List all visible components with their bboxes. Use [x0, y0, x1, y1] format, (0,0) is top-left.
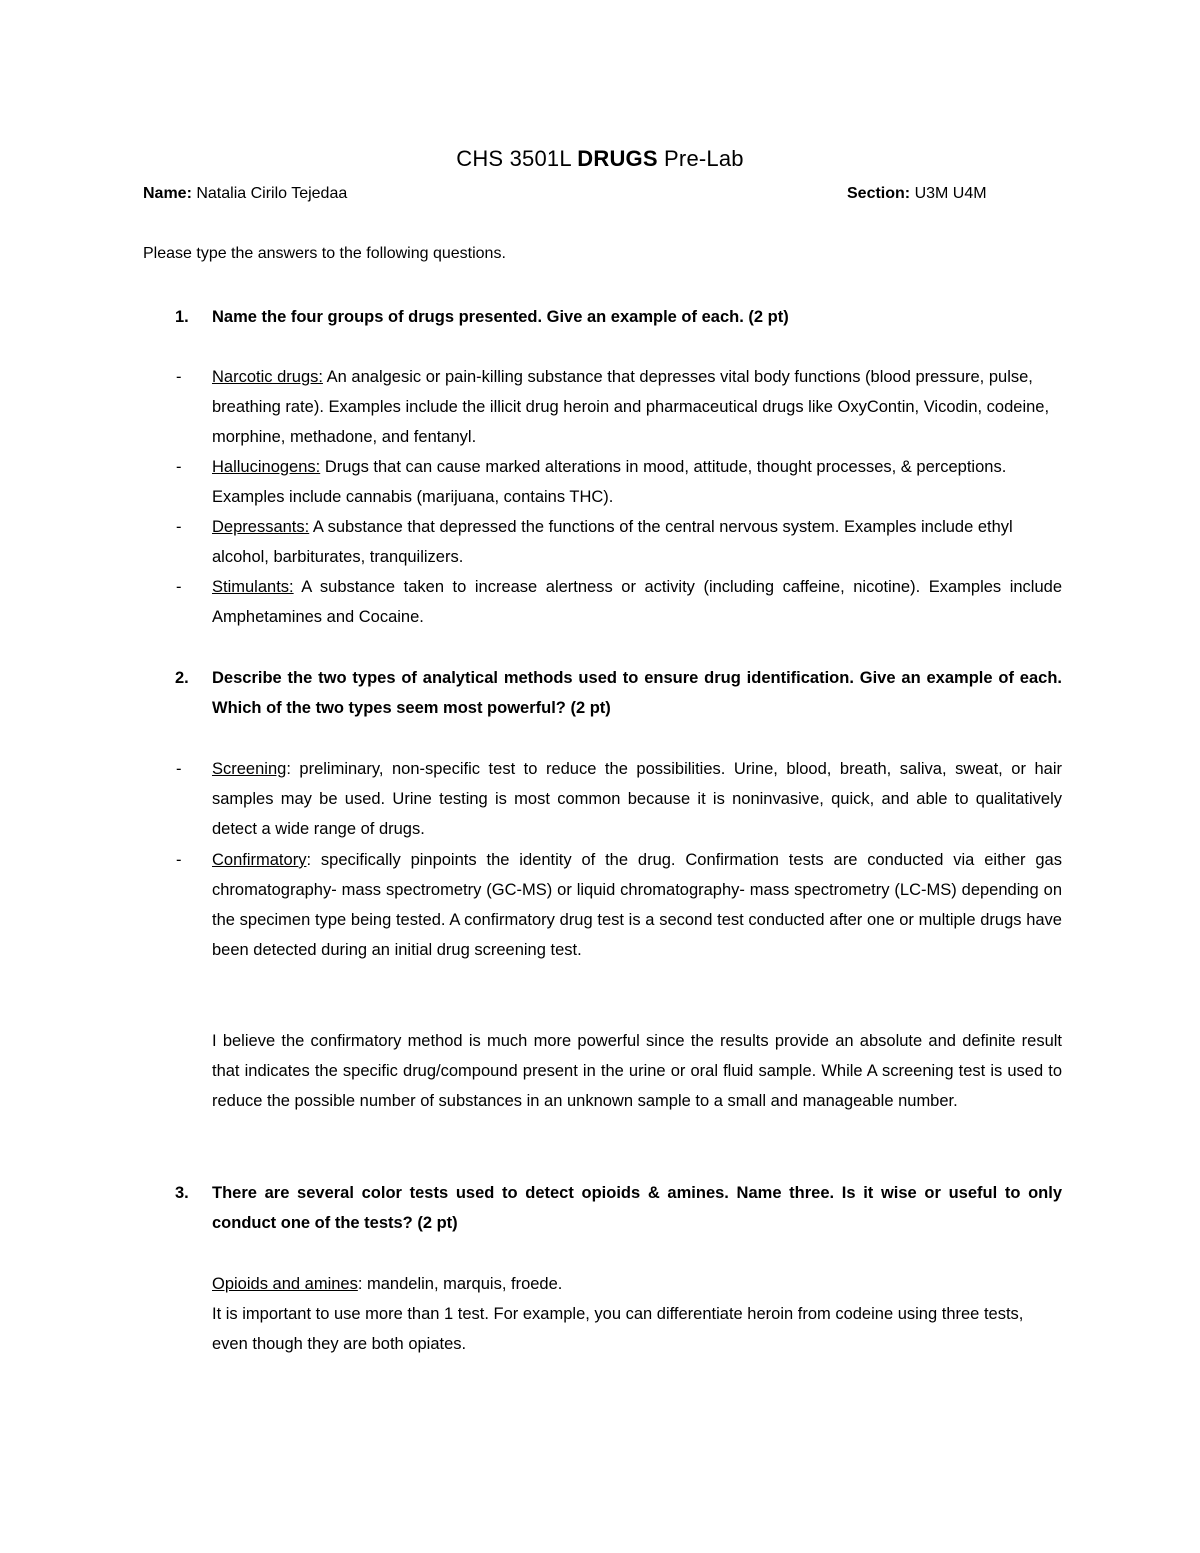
title-prefix: CHS 3501L — [456, 146, 578, 171]
term-screening: Screening — [212, 760, 287, 778]
question-1-text: Name the four groups of drugs presented. Give an example of each. (2 pt) — [212, 308, 789, 326]
desc-narcotic: An analgesic or pain-killing substance that depresses vital body functions (blood pressure, pulse, breathing rate). Examples include the illicit drug heroin and pharmaceutical drugs like OxyContin, Vicodin, codeine, morphine, methadone, and fentanyl. — [212, 368, 1050, 446]
bullet-dash: - — [176, 368, 182, 386]
answer-color-tests — [212, 1269, 1062, 1299]
section-label: Section: — [847, 185, 911, 202]
name-value: Natalia Cirilo Tejedaa — [191, 185, 348, 202]
answer-stimulants — [212, 572, 1062, 632]
term-narcotic: Narcotic drugs: — [212, 368, 323, 386]
desc-hallucinogens: Drugs that can cause marked alterations in mood, attitude, thought processes, & perceptions. Examples include cannabis (marijuana, contains THC). — [212, 458, 1007, 506]
answer-depressants — [212, 512, 1062, 572]
question-1-number: 1. — [175, 308, 189, 326]
title-bold: DRUGS — [577, 146, 658, 171]
term-hallucinogens: Hallucinogens: — [212, 458, 321, 476]
desc-stimulants: A substance taken to increase alertness or activity (including caffeine, nicotine). Examples include Amphetamines and Cocaine. — [212, 578, 1062, 626]
question-2-text: Describe the two types of analytical methods used to ensure drug identification. Give an example of each. Which of the two types seem most powerful? (2 pt) — [212, 669, 1062, 717]
question-3-text: There are several color tests used to detect opioids & amines. Name three. Is it wise or useful to only conduct one of the tests? (2 pt) — [212, 1184, 1062, 1232]
title-suffix: Pre-Lab — [657, 146, 744, 171]
answer-confirmatory — [212, 845, 1062, 965]
desc-screening: : preliminary, non-specific test to reduce the possibilities. Urine, blood, breath, saliva, sweat, or hair samples may be used. Urine testing is most common because it is noninvasive, quick, and able to qualitatively detect a wide range of drugs. — [212, 760, 1062, 838]
question-2-number: 2. — [175, 669, 189, 687]
name-row — [143, 185, 347, 203]
bullet-dash: - — [176, 458, 182, 476]
desc-depressants: A substance that depressed the functions of the central nervous system. Examples include ethyl alcohol, barbiturates, tranquilizers. — [212, 518, 1013, 566]
answer-importance: It is important to use more than 1 test. For example, you can differentiate heroin from codeine using three tests, even though they are both opiates. — [212, 1305, 1024, 1353]
bullet-dash: - — [176, 760, 182, 778]
desc-confirmatory: : specifically pinpoints the identity of the drug. Confirmation tests are conducted via either gas chromatography- mass spectrometry (GC-MS) or liquid chromatography- mass spectrometry (LC-MS) depending on the specimen type being tested. A confirmatory drug test is a second test conducted after one or multiple drugs have been detected during an initial drug screening test. — [212, 851, 1062, 959]
opinion-paragraph: I believe the confirmatory method is much more powerful since the results provide an absolute and definite result that indicates the specific drug/compound present in the urine or oral fluid sample. While A screening test is used to reduce the possible number of substances in an unknown sample to a small and manageable number. — [212, 1032, 1062, 1110]
document-title — [0, 146, 1200, 172]
answer-screening — [212, 754, 1062, 844]
question-3-number: 3. — [175, 1184, 189, 1202]
desc-opioids-amines: : mandelin, marquis, froede. — [357, 1275, 563, 1293]
term-opioids-amines: Opioids and amines — [212, 1275, 358, 1293]
term-confirmatory: Confirmatory — [212, 851, 307, 869]
section-row — [847, 185, 987, 203]
name-label: Name: — [143, 185, 192, 202]
answer-narcotic — [212, 362, 1062, 452]
bullet-dash: - — [176, 578, 182, 596]
term-stimulants: Stimulants: — [212, 578, 294, 596]
answer-hallucinogens — [212, 452, 1062, 512]
section-value: U3M U4M — [910, 185, 987, 202]
bullet-dash: - — [176, 518, 182, 536]
bullet-dash: - — [176, 851, 182, 869]
term-depressants: Depressants: — [212, 518, 310, 536]
instructions: Please type the answers to the following questions. — [143, 245, 506, 262]
